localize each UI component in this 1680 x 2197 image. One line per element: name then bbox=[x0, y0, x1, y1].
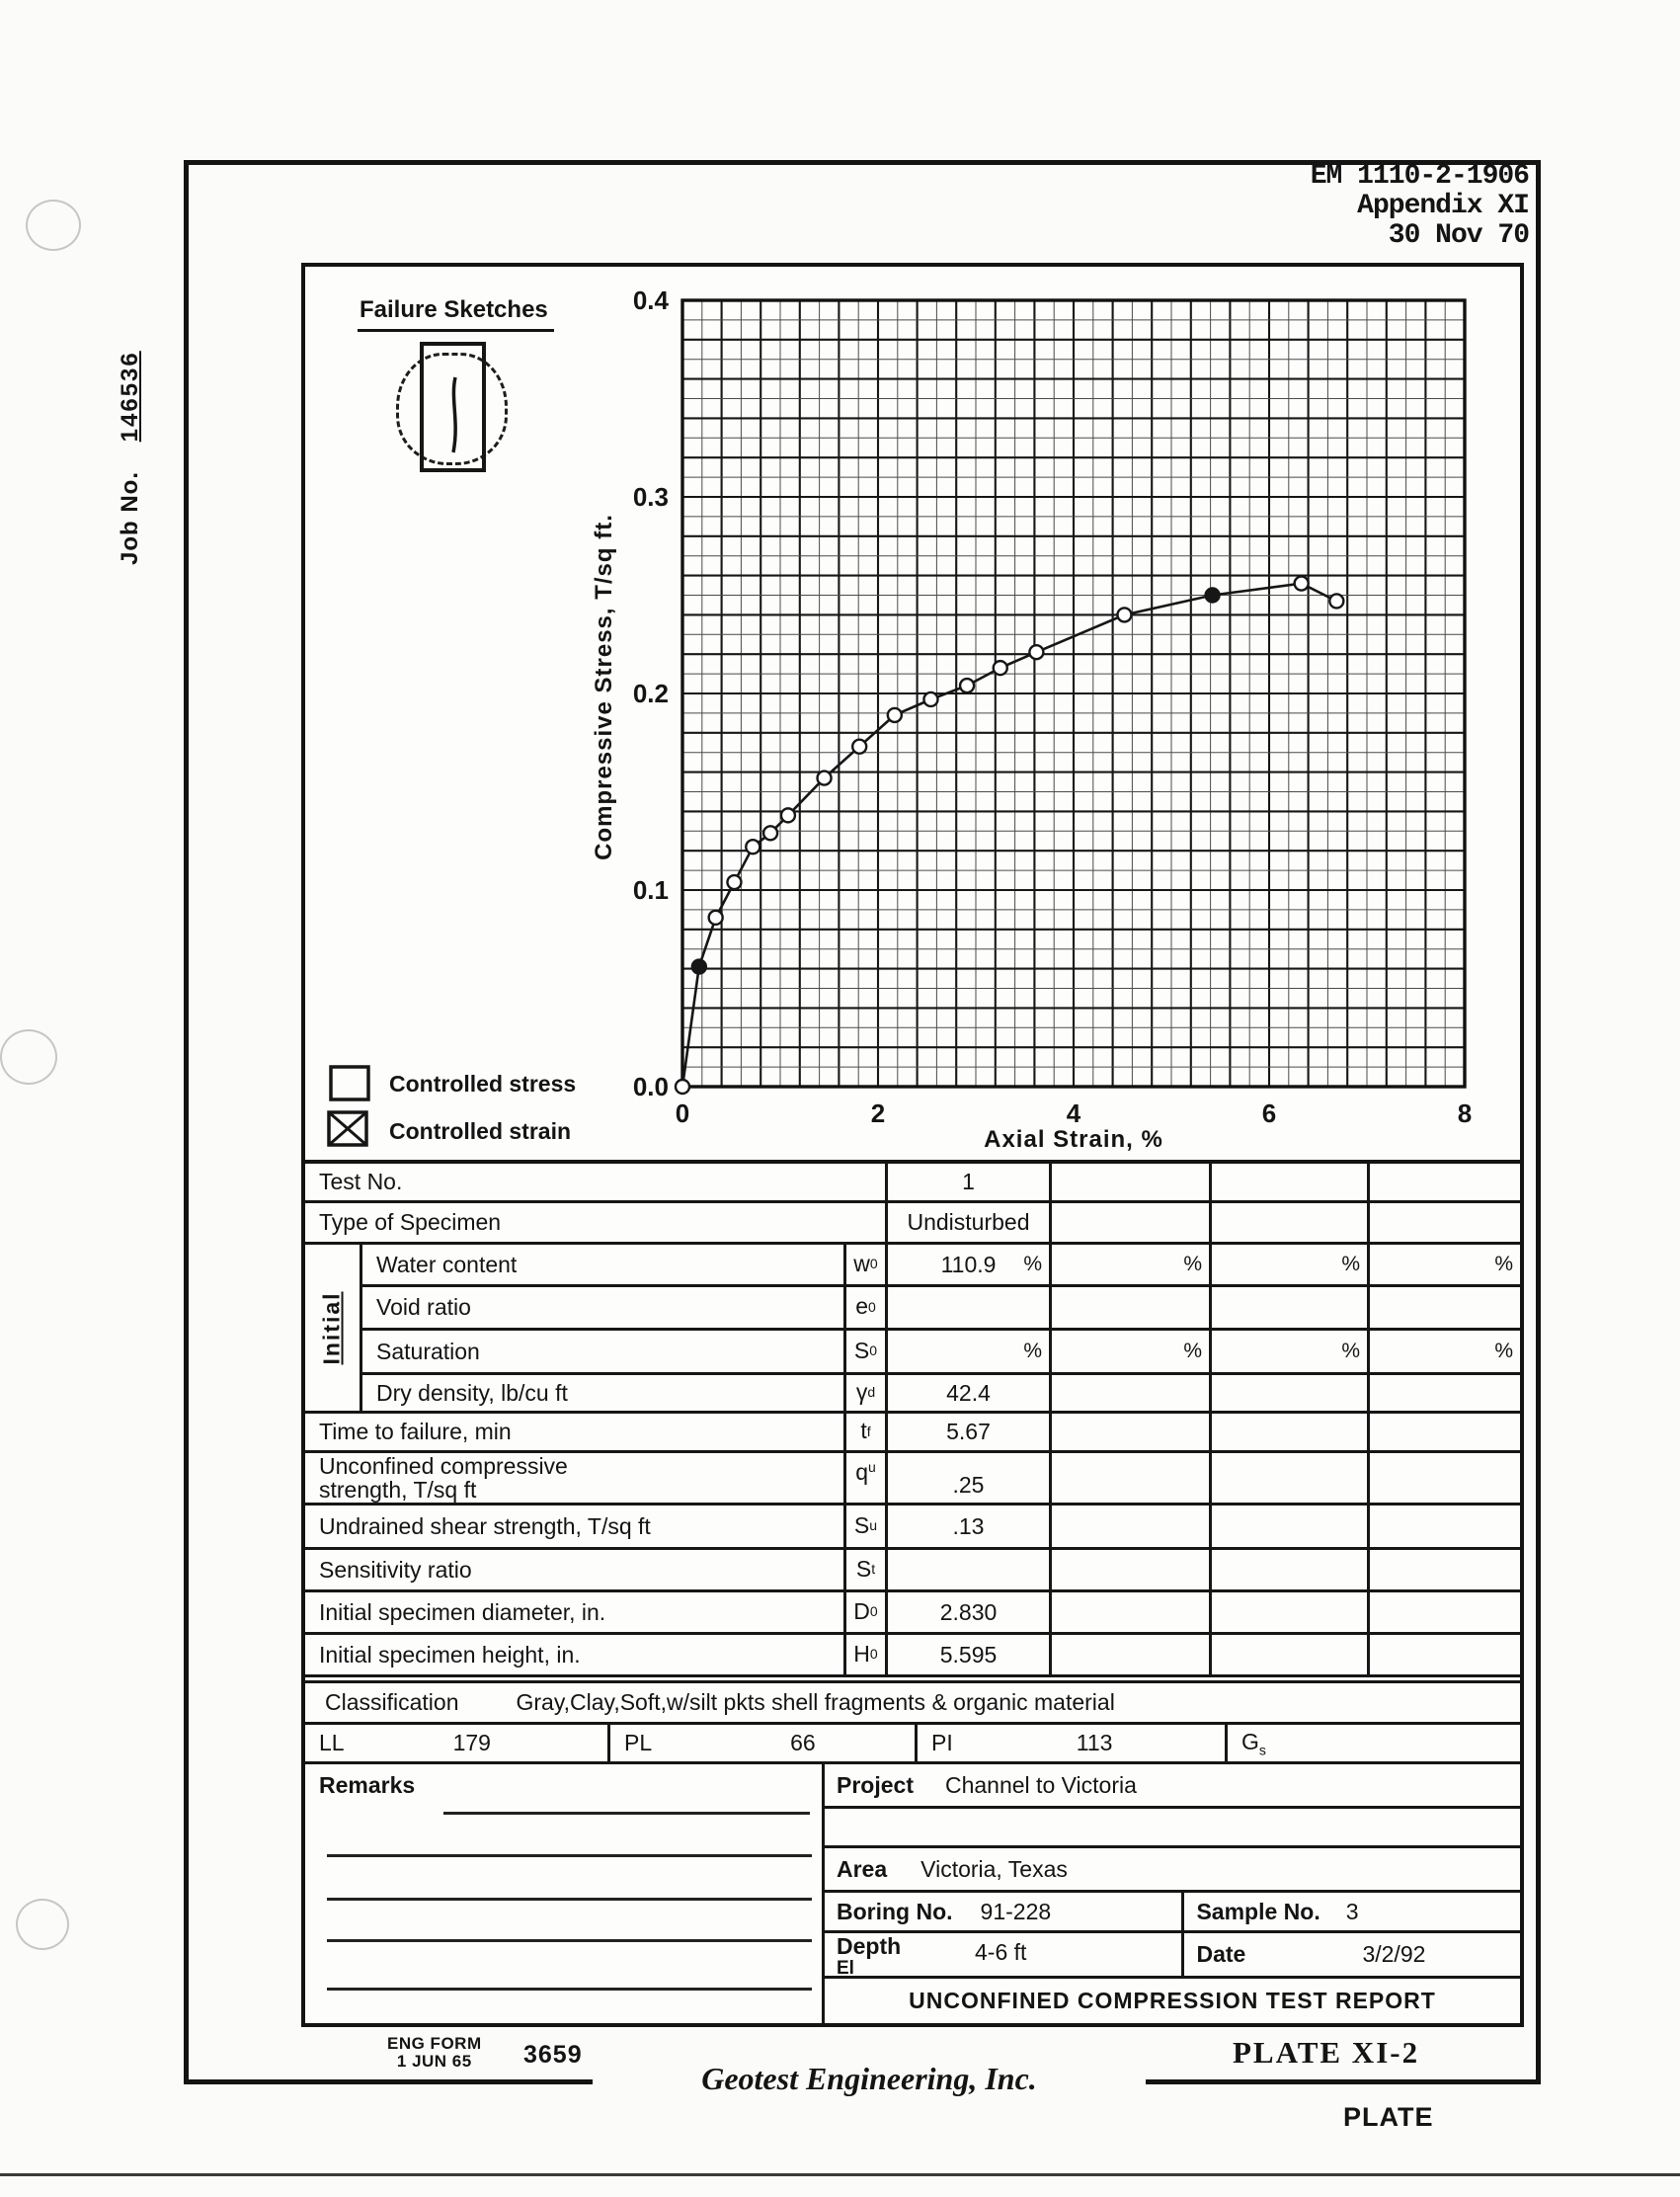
row-value-empty bbox=[1209, 1505, 1367, 1547]
failure-sketch-crack-icon bbox=[442, 373, 466, 456]
controlled-strain-checkbox-icon bbox=[327, 1110, 368, 1147]
sample-label: Sample No. bbox=[1196, 1898, 1320, 1924]
project-blank-row bbox=[825, 1809, 1520, 1848]
boring-cell bbox=[825, 1893, 1181, 1930]
manual-number: EM 1110-2-1906 bbox=[1310, 161, 1529, 192]
row-symbol: e 0 bbox=[843, 1287, 885, 1328]
pl-cell bbox=[607, 1725, 915, 1761]
row-label: Water content bbox=[360, 1245, 843, 1284]
hole-punch-mark bbox=[0, 1029, 57, 1085]
failure-sketches-title: Failure Sketches bbox=[358, 296, 554, 332]
row-value-empty bbox=[1209, 1635, 1367, 1674]
row-value-empty bbox=[1209, 1287, 1367, 1328]
gs-label: $G_s$ bbox=[1241, 1728, 1266, 1758]
row-value-empty bbox=[1367, 1287, 1520, 1328]
date-value: 3/2/92 bbox=[1362, 1941, 1426, 1967]
row-value: 42.4 bbox=[885, 1375, 1049, 1411]
job-number: 146536 bbox=[117, 351, 143, 443]
boring-value: 91-228 bbox=[980, 1898, 1052, 1924]
row-value-empty bbox=[885, 1550, 1049, 1589]
hole-punch-mark bbox=[26, 200, 81, 251]
table-row-height bbox=[305, 1635, 1520, 1677]
row-value-empty bbox=[1367, 1331, 1520, 1372]
row-value-empty bbox=[1209, 1164, 1367, 1200]
row-symbol: t f bbox=[843, 1414, 885, 1450]
row-value-empty bbox=[1367, 1164, 1520, 1200]
sample-cell bbox=[1181, 1893, 1520, 1930]
row-symbol: q $^u$ bbox=[843, 1453, 885, 1503]
row-label: Unconfined compressive strength, T/sq ft bbox=[319, 1453, 568, 1503]
el-label: El bbox=[837, 1958, 854, 1979]
row-value-empty bbox=[1049, 1375, 1209, 1411]
boring-sample-row bbox=[825, 1893, 1520, 1933]
remarks-blank-line bbox=[327, 1854, 812, 1857]
row-value-empty bbox=[885, 1331, 1049, 1372]
row-value-empty bbox=[1209, 1414, 1367, 1450]
project-label: Project bbox=[837, 1771, 914, 1798]
row-value-empty bbox=[1049, 1550, 1209, 1589]
company-name: Geotest Engineering, Inc. bbox=[593, 2061, 1146, 2097]
svg-text:6: 6 bbox=[1261, 1098, 1277, 1128]
gs-cell bbox=[1225, 1725, 1520, 1761]
table-row-sensitivity bbox=[305, 1550, 1520, 1592]
remarks-blank-line bbox=[327, 1898, 812, 1901]
row-symbol: S t bbox=[843, 1550, 885, 1589]
pl-value: 66 bbox=[790, 1730, 816, 1755]
table-row-diameter bbox=[305, 1592, 1520, 1635]
row-value-empty bbox=[1209, 1550, 1367, 1589]
row-value-empty bbox=[1049, 1453, 1209, 1503]
row-value-empty bbox=[1049, 1505, 1209, 1547]
svg-text:4: 4 bbox=[1066, 1098, 1081, 1128]
svg-text:0.4: 0.4 bbox=[632, 286, 669, 315]
pi-cell bbox=[915, 1725, 1225, 1761]
row-value-empty bbox=[1367, 1203, 1520, 1242]
eng-form-line1: ENG FORM bbox=[387, 2034, 482, 2053]
row-value-empty bbox=[1049, 1245, 1209, 1284]
row-label: Initial specimen diameter, in. bbox=[319, 1598, 606, 1625]
row-value: 2.830 bbox=[885, 1592, 1049, 1632]
row-value-empty bbox=[1367, 1505, 1520, 1547]
date-cell bbox=[1181, 1933, 1520, 1976]
percent-sign: % bbox=[1494, 1253, 1513, 1275]
classification-value: Gray,Clay,Soft,w/silt pkts shell fragments & organic material bbox=[516, 1689, 1115, 1715]
plate-number: PLATE XI-2 bbox=[1233, 2035, 1420, 2070]
row-value-empty bbox=[1367, 1550, 1520, 1589]
row-value-empty bbox=[1367, 1375, 1520, 1411]
classification-cell bbox=[305, 1683, 1520, 1722]
row-value-empty bbox=[1049, 1592, 1209, 1632]
row-label: Undrained shear strength, T/sq ft bbox=[319, 1512, 651, 1539]
table-row-time-to-failure bbox=[305, 1414, 1520, 1453]
sample-value: 3 bbox=[1345, 1898, 1359, 1924]
row-value: 5.595 bbox=[885, 1635, 1049, 1674]
document-header bbox=[1311, 162, 1529, 251]
ll-cell bbox=[305, 1725, 607, 1761]
row-value-empty bbox=[1049, 1414, 1209, 1450]
table-row-water-content bbox=[360, 1245, 1520, 1287]
svg-text:0.3: 0.3 bbox=[632, 482, 669, 512]
percent-sign: % bbox=[1183, 1340, 1202, 1362]
pi-value: 113 bbox=[1076, 1730, 1113, 1755]
row-value-empty bbox=[1367, 1453, 1520, 1503]
stress-strain-chart bbox=[612, 286, 1481, 1156]
depth-value: 4-6 ft bbox=[975, 1939, 1027, 1965]
form-number: 3659 bbox=[523, 2041, 583, 2069]
job-number-sidebar bbox=[117, 224, 144, 565]
initial-group-label: Initial bbox=[319, 1290, 345, 1365]
remarks-cell bbox=[305, 1764, 822, 2023]
pl-label: PL bbox=[624, 1730, 653, 1755]
y-axis-title: Compressive Stress, T/sq ft. bbox=[591, 514, 617, 860]
table-row-classification bbox=[305, 1683, 1520, 1725]
percent-sign: % bbox=[1183, 1253, 1202, 1275]
remarks-label: Remarks bbox=[319, 1772, 416, 1798]
controlled-stress-label: Controlled stress bbox=[389, 1071, 577, 1097]
row-value-empty bbox=[885, 1287, 1049, 1328]
row-value-empty bbox=[1209, 1592, 1367, 1632]
table-row-dry-density bbox=[360, 1375, 1520, 1411]
row-value: 1 bbox=[885, 1164, 1049, 1200]
row-value-empty bbox=[1049, 1287, 1209, 1328]
row-symbol: H 0 bbox=[843, 1635, 885, 1674]
svg-text:0: 0 bbox=[675, 1098, 690, 1128]
row-label: Type of Specimen bbox=[319, 1209, 502, 1235]
job-label: Job No. bbox=[117, 471, 143, 565]
eng-form-line2: 1 JUN 65 bbox=[396, 2052, 472, 2071]
classification-label: Classification bbox=[325, 1689, 459, 1715]
row-label: Sensitivity ratio bbox=[319, 1556, 472, 1583]
row-value-empty bbox=[1209, 1453, 1367, 1503]
row-label: Dry density, lb/cu ft bbox=[360, 1375, 843, 1411]
row-label: Initial specimen height, in. bbox=[319, 1641, 581, 1668]
row-value-empty bbox=[1209, 1331, 1367, 1372]
remarks-blank-line bbox=[327, 1988, 812, 1991]
ll-label: LL bbox=[319, 1730, 345, 1755]
header-date: 30 Nov 70 bbox=[1388, 220, 1529, 251]
depth-cell bbox=[825, 1933, 1181, 1979]
depth-date-row bbox=[825, 1933, 1520, 1979]
controlled-strain-label: Controlled strain bbox=[389, 1118, 572, 1144]
percent-sign: % bbox=[1023, 1340, 1042, 1362]
row-value-empty bbox=[1209, 1375, 1367, 1411]
row-value-empty bbox=[1367, 1245, 1520, 1284]
project-value: Channel to Victoria bbox=[944, 1771, 1137, 1798]
table-row-undrained-strength bbox=[305, 1505, 1520, 1550]
project-row bbox=[825, 1764, 1520, 1809]
eng-form-stamp bbox=[387, 2035, 482, 2071]
row-value: 110.9 % bbox=[885, 1245, 1049, 1284]
row-value: .13 bbox=[885, 1505, 1049, 1547]
area-value: Victoria, Texas bbox=[920, 1855, 1068, 1882]
svg-text:0.0: 0.0 bbox=[632, 1072, 669, 1101]
project-info-cell bbox=[822, 1764, 1520, 2023]
ll-value: 179 bbox=[452, 1730, 491, 1755]
row-value-empty bbox=[1049, 1164, 1209, 1200]
row-label: Void ratio bbox=[360, 1287, 843, 1328]
scan-edge-line bbox=[0, 2173, 1680, 2176]
row-value-empty bbox=[1209, 1203, 1367, 1242]
svg-text:0.1: 0.1 bbox=[632, 875, 669, 905]
remarks-project-section bbox=[305, 1764, 1520, 2023]
date-label: Date bbox=[1196, 1941, 1246, 1967]
area-row bbox=[825, 1848, 1520, 1893]
depth-label: Depth bbox=[837, 1933, 902, 1959]
pi-label: PI bbox=[931, 1730, 953, 1755]
remarks-blank-line bbox=[443, 1812, 810, 1815]
row-label: Saturation bbox=[360, 1331, 843, 1372]
row-symbol: D 0 bbox=[843, 1592, 885, 1632]
row-value: .25 bbox=[885, 1453, 1049, 1503]
svg-text:0.2: 0.2 bbox=[632, 679, 669, 708]
test-data-table bbox=[301, 1164, 1524, 2027]
remarks-blank-line bbox=[327, 1939, 812, 1942]
row-value: 5.67 bbox=[885, 1414, 1049, 1450]
svg-text:2: 2 bbox=[870, 1098, 886, 1128]
row-value-empty bbox=[1049, 1331, 1209, 1372]
table-row-saturation bbox=[360, 1331, 1520, 1375]
row-value-empty bbox=[1049, 1203, 1209, 1242]
row-value-empty bbox=[1367, 1635, 1520, 1674]
row-symbol: γ d bbox=[843, 1375, 885, 1411]
row-value: Undisturbed bbox=[885, 1203, 1049, 1242]
row-value-empty bbox=[1209, 1245, 1367, 1284]
row-label: Test No. bbox=[319, 1169, 403, 1194]
initial-group-label-cell bbox=[305, 1245, 360, 1411]
row-value-empty bbox=[1367, 1414, 1520, 1450]
percent-sign: % bbox=[1341, 1253, 1360, 1275]
appendix-label: Appendix XI bbox=[1357, 191, 1529, 221]
table-row-unconfined-strength bbox=[305, 1453, 1520, 1505]
row-symbol: S u bbox=[843, 1505, 885, 1547]
table-row-void-ratio bbox=[360, 1287, 1520, 1331]
percent-sign: % bbox=[1023, 1253, 1042, 1275]
controlled-stress-checkbox-icon bbox=[329, 1065, 370, 1101]
plate-word: PLATE bbox=[1343, 2102, 1434, 2132]
row-value-empty bbox=[1049, 1635, 1209, 1674]
report-title: UNCONFINED COMPRESSION TEST REPORT bbox=[909, 1988, 1436, 2013]
row-symbol: w 0 bbox=[843, 1245, 885, 1284]
percent-sign: % bbox=[1341, 1340, 1360, 1362]
table-row-test-no bbox=[305, 1164, 1520, 1203]
row-value-empty bbox=[1367, 1592, 1520, 1632]
table-row-specimen-type bbox=[305, 1203, 1520, 1245]
row-symbol: S 0 bbox=[843, 1331, 885, 1372]
x-axis-title: Axial Strain, % bbox=[984, 1126, 1163, 1153]
table-row-atterberg-limits bbox=[305, 1725, 1520, 1764]
boring-label: Boring No. bbox=[837, 1898, 953, 1924]
percent-sign: % bbox=[1494, 1340, 1513, 1362]
area-label: Area bbox=[837, 1855, 888, 1882]
svg-text:8: 8 bbox=[1457, 1098, 1473, 1128]
hole-punch-mark bbox=[16, 1899, 69, 1950]
initial-properties-group bbox=[305, 1245, 1520, 1411]
row-label: Time to failure, min bbox=[319, 1419, 512, 1444]
